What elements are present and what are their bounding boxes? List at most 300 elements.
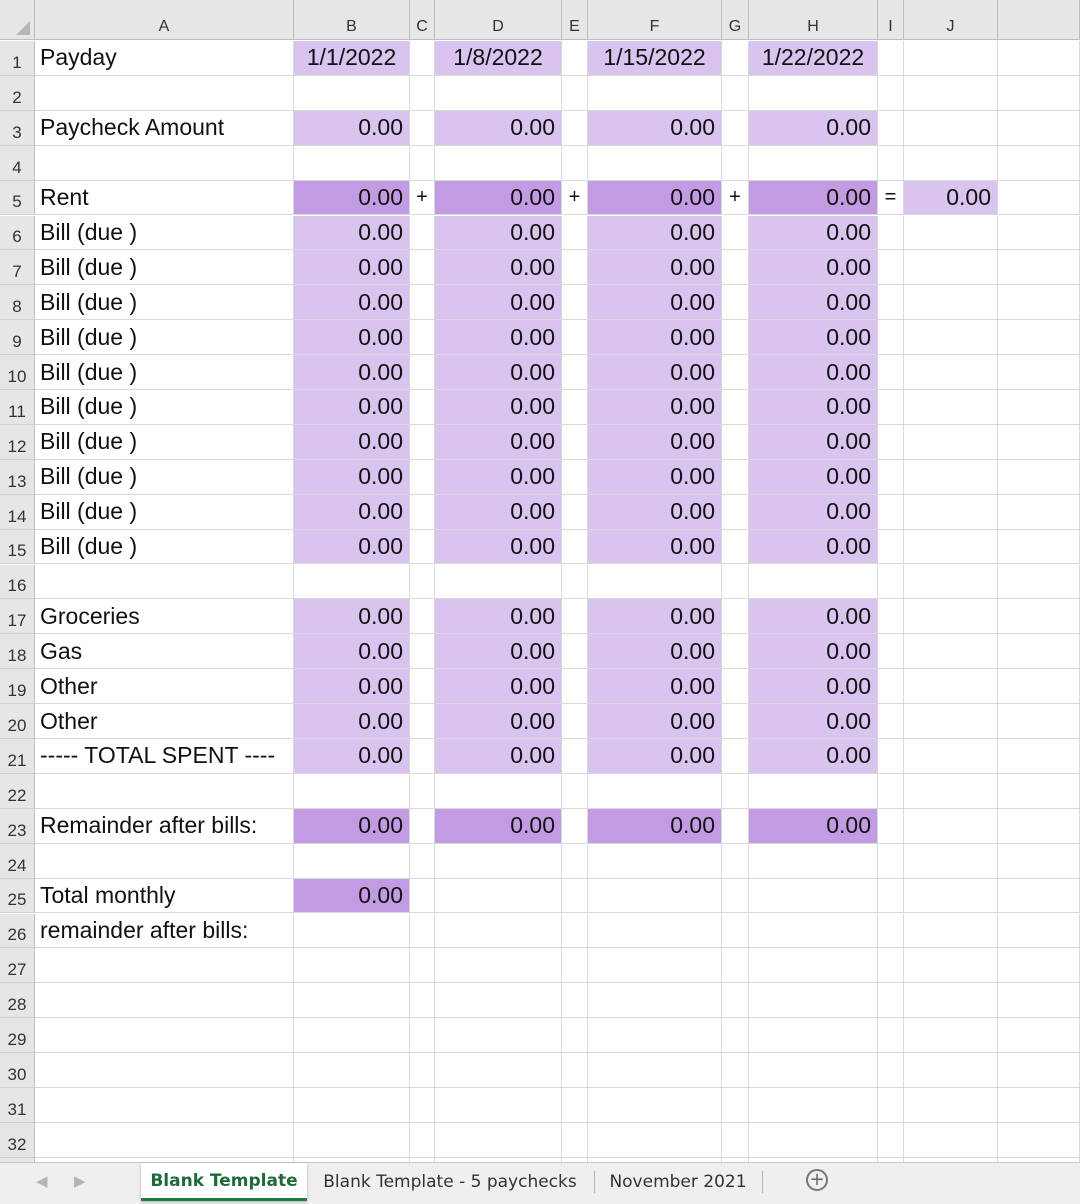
cell[interactable]: [998, 495, 1080, 530]
plus-sign[interactable]: +: [722, 181, 749, 216]
cell[interactable]: [562, 914, 588, 949]
expense-value[interactable]: 0.00: [749, 285, 878, 320]
row-header-12[interactable]: 12: [0, 425, 35, 460]
remainder-value[interactable]: 0.00: [588, 809, 722, 844]
cell[interactable]: [998, 216, 1080, 251]
cell[interactable]: [878, 146, 904, 181]
cell[interactable]: [294, 76, 410, 111]
cell[interactable]: [998, 390, 1080, 425]
row-header-7[interactable]: 7: [0, 250, 35, 285]
expense-label[interactable]: Rent: [35, 181, 294, 216]
cell[interactable]: [722, 250, 749, 285]
row-header-23[interactable]: 23: [0, 809, 35, 844]
cell[interactable]: [749, 565, 878, 600]
cell[interactable]: [722, 111, 749, 146]
cell[interactable]: [562, 704, 588, 739]
expense-value[interactable]: 0.00: [588, 181, 722, 216]
cell[interactable]: [294, 565, 410, 600]
remainder-value[interactable]: 0.00: [294, 809, 410, 844]
cell[interactable]: [35, 983, 294, 1018]
payday-label[interactable]: Payday: [35, 41, 294, 76]
column-header-d[interactable]: D: [435, 0, 562, 40]
cell[interactable]: [294, 1018, 410, 1053]
cell[interactable]: [562, 1018, 588, 1053]
expense-value[interactable]: 0.00: [294, 250, 410, 285]
expense-value[interactable]: 0.00: [435, 495, 562, 530]
expense-value[interactable]: 0.00: [435, 250, 562, 285]
cell[interactable]: [998, 355, 1080, 390]
cell[interactable]: [722, 809, 749, 844]
cell[interactable]: [998, 844, 1080, 879]
cell[interactable]: [904, 879, 998, 914]
cell[interactable]: [904, 1088, 998, 1123]
cell[interactable]: [878, 530, 904, 565]
column-header-c[interactable]: C: [410, 0, 435, 40]
expense-value[interactable]: 0.00: [294, 390, 410, 425]
cell[interactable]: [998, 425, 1080, 460]
cell[interactable]: [562, 983, 588, 1018]
cell[interactable]: [998, 146, 1080, 181]
cell[interactable]: [410, 1123, 435, 1158]
cell[interactable]: [998, 774, 1080, 809]
row-header-11[interactable]: 11: [0, 390, 35, 425]
cell[interactable]: [562, 669, 588, 704]
cell[interactable]: [722, 355, 749, 390]
monthly-remainder-value[interactable]: 0.00: [294, 879, 410, 914]
cell[interactable]: [878, 809, 904, 844]
cell[interactable]: [562, 41, 588, 76]
row-header-1[interactable]: 1: [0, 41, 35, 76]
monthly-remainder-label[interactable]: remainder after bills:: [35, 914, 294, 949]
plus-sign[interactable]: +: [562, 181, 588, 216]
cell[interactable]: [904, 320, 998, 355]
expense-label[interactable]: Bill (due ): [35, 495, 294, 530]
cell[interactable]: [878, 460, 904, 495]
cell[interactable]: [562, 1053, 588, 1088]
cell[interactable]: [588, 1053, 722, 1088]
cell[interactable]: [294, 1123, 410, 1158]
cell[interactable]: [588, 983, 722, 1018]
cell[interactable]: [35, 1088, 294, 1123]
cell[interactable]: [410, 285, 435, 320]
cell[interactable]: [878, 1018, 904, 1053]
cell[interactable]: [588, 914, 722, 949]
tab-scroll-right-icon[interactable]: ▶: [74, 1172, 86, 1190]
cell[interactable]: [722, 844, 749, 879]
row-header-6[interactable]: 6: [0, 216, 35, 251]
cell[interactable]: [410, 390, 435, 425]
cell[interactable]: [998, 1088, 1080, 1123]
cell[interactable]: [435, 146, 562, 181]
cell[interactable]: [410, 634, 435, 669]
cell[interactable]: [562, 390, 588, 425]
cell[interactable]: [35, 1053, 294, 1088]
expense-value[interactable]: 0.00: [294, 634, 410, 669]
expense-value[interactable]: 0.00: [749, 634, 878, 669]
expense-value[interactable]: 0.00: [294, 599, 410, 634]
row-header-4[interactable]: 4: [0, 146, 35, 181]
expense-value[interactable]: 0.00: [588, 495, 722, 530]
cell[interactable]: [998, 1018, 1080, 1053]
cell[interactable]: [749, 774, 878, 809]
tab-blank-template[interactable]: Blank Template: [141, 1163, 307, 1201]
cell[interactable]: [435, 844, 562, 879]
expense-value[interactable]: 0.00: [294, 355, 410, 390]
cell[interactable]: [410, 425, 435, 460]
cell[interactable]: [35, 1123, 294, 1158]
expense-value[interactable]: 0.00: [749, 460, 878, 495]
cell[interactable]: [878, 565, 904, 600]
cell[interactable]: [722, 146, 749, 181]
cell[interactable]: [998, 983, 1080, 1018]
row-header-30[interactable]: 30: [0, 1053, 35, 1088]
equals-sign[interactable]: =: [878, 181, 904, 216]
cell[interactable]: [878, 355, 904, 390]
cell[interactable]: [878, 669, 904, 704]
row-header-19[interactable]: 19: [0, 669, 35, 704]
paycheck-amount[interactable]: 0.00: [435, 111, 562, 146]
expense-value[interactable]: 0.00: [435, 634, 562, 669]
cell[interactable]: [878, 1088, 904, 1123]
cell[interactable]: [722, 774, 749, 809]
cell[interactable]: [35, 948, 294, 983]
cell[interactable]: [722, 914, 749, 949]
cell[interactable]: [722, 599, 749, 634]
cell[interactable]: [878, 1053, 904, 1088]
cell[interactable]: [904, 390, 998, 425]
row-header-2[interactable]: 2: [0, 76, 35, 111]
expense-value[interactable]: 0.00: [435, 460, 562, 495]
cell[interactable]: [878, 1123, 904, 1158]
cell[interactable]: [410, 1053, 435, 1088]
expense-value[interactable]: 0.00: [294, 425, 410, 460]
cell[interactable]: [722, 216, 749, 251]
paycheck-amount[interactable]: 0.00: [294, 111, 410, 146]
cell[interactable]: [878, 948, 904, 983]
cell[interactable]: [588, 774, 722, 809]
cell[interactable]: [435, 1088, 562, 1123]
cell[interactable]: [35, 774, 294, 809]
cell[interactable]: [998, 1123, 1080, 1158]
cell[interactable]: [435, 948, 562, 983]
cell[interactable]: [904, 809, 998, 844]
cell[interactable]: [998, 669, 1080, 704]
cell[interactable]: [410, 704, 435, 739]
row-header-14[interactable]: 14: [0, 495, 35, 530]
cell[interactable]: [35, 76, 294, 111]
cell[interactable]: [410, 355, 435, 390]
expense-value[interactable]: 0.00: [588, 320, 722, 355]
expense-value[interactable]: 0.00: [435, 704, 562, 739]
cell[interactable]: [904, 216, 998, 251]
row-header-18[interactable]: 18: [0, 634, 35, 669]
expense-value[interactable]: 0.00: [749, 216, 878, 251]
cell[interactable]: [749, 1018, 878, 1053]
cell[interactable]: [588, 1088, 722, 1123]
cell[interactable]: [722, 669, 749, 704]
cell[interactable]: [904, 739, 998, 774]
cell[interactable]: [410, 914, 435, 949]
cell[interactable]: [562, 809, 588, 844]
cell[interactable]: [588, 844, 722, 879]
cell[interactable]: [410, 111, 435, 146]
cell[interactable]: [435, 1123, 562, 1158]
cell[interactable]: [722, 704, 749, 739]
expense-value[interactable]: 0.00: [435, 599, 562, 634]
row-header-15[interactable]: 15: [0, 530, 35, 565]
expense-value[interactable]: 0.00: [588, 216, 722, 251]
cell[interactable]: [749, 879, 878, 914]
expense-label[interactable]: Other: [35, 704, 294, 739]
cell[interactable]: [878, 425, 904, 460]
expense-value[interactable]: 0.00: [588, 355, 722, 390]
cell[interactable]: [998, 320, 1080, 355]
cell[interactable]: [904, 565, 998, 600]
cell[interactable]: [435, 879, 562, 914]
cell[interactable]: [35, 844, 294, 879]
cell[interactable]: [410, 809, 435, 844]
cell[interactable]: [878, 844, 904, 879]
cell[interactable]: [562, 634, 588, 669]
cell[interactable]: [588, 76, 722, 111]
expense-label[interactable]: Bill (due ): [35, 285, 294, 320]
cell[interactable]: [749, 76, 878, 111]
cell[interactable]: [562, 425, 588, 460]
cell[interactable]: [998, 948, 1080, 983]
expense-value[interactable]: 0.00: [749, 704, 878, 739]
cell[interactable]: [904, 111, 998, 146]
monthly-remainder-label[interactable]: Total monthly: [35, 879, 294, 914]
cell[interactable]: [722, 41, 749, 76]
cell[interactable]: [410, 460, 435, 495]
expense-label[interactable]: Bill (due ): [35, 530, 294, 565]
cell[interactable]: [722, 1018, 749, 1053]
select-all-corner[interactable]: [0, 0, 35, 40]
paycheck-amount[interactable]: 0.00: [588, 111, 722, 146]
cell[interactable]: [294, 146, 410, 181]
cell[interactable]: [749, 1053, 878, 1088]
cell[interactable]: [35, 1018, 294, 1053]
cell[interactable]: [410, 565, 435, 600]
expense-label[interactable]: Bill (due ): [35, 216, 294, 251]
rent-total[interactable]: 0.00: [904, 181, 998, 216]
cell[interactable]: [410, 76, 435, 111]
cell[interactable]: [562, 285, 588, 320]
cell[interactable]: [562, 565, 588, 600]
cell[interactable]: [562, 739, 588, 774]
cell[interactable]: [904, 983, 998, 1018]
total-spent-value[interactable]: 0.00: [588, 739, 722, 774]
row-header-3[interactable]: 3: [0, 111, 35, 146]
expense-value[interactable]: 0.00: [749, 320, 878, 355]
row-header-8[interactable]: 8: [0, 285, 35, 320]
expense-value[interactable]: 0.00: [294, 495, 410, 530]
cell[interactable]: [878, 285, 904, 320]
cell[interactable]: [749, 948, 878, 983]
cell[interactable]: [722, 739, 749, 774]
expense-value[interactable]: 0.00: [588, 599, 722, 634]
cell[interactable]: [749, 914, 878, 949]
expense-label[interactable]: Bill (due ): [35, 250, 294, 285]
expense-value[interactable]: 0.00: [435, 216, 562, 251]
cell[interactable]: [410, 844, 435, 879]
expense-label[interactable]: Bill (due ): [35, 390, 294, 425]
cell[interactable]: [878, 111, 904, 146]
cell[interactable]: [435, 774, 562, 809]
add-sheet-icon[interactable]: +: [806, 1169, 828, 1191]
total-spent-value[interactable]: 0.00: [435, 739, 562, 774]
expense-value[interactable]: 0.00: [435, 530, 562, 565]
row-header-9[interactable]: 9: [0, 320, 35, 355]
cell[interactable]: [722, 1123, 749, 1158]
plus-sign[interactable]: +: [410, 181, 435, 216]
row-header-32[interactable]: 32: [0, 1123, 35, 1158]
cell[interactable]: [722, 948, 749, 983]
cell[interactable]: [562, 355, 588, 390]
cell[interactable]: [588, 948, 722, 983]
cell[interactable]: [562, 146, 588, 181]
expense-value[interactable]: 0.00: [294, 181, 410, 216]
cell[interactable]: [562, 495, 588, 530]
cell[interactable]: [435, 983, 562, 1018]
cell[interactable]: [904, 1018, 998, 1053]
expense-value[interactable]: 0.00: [588, 425, 722, 460]
cell[interactable]: [410, 669, 435, 704]
cell[interactable]: [294, 983, 410, 1018]
cell[interactable]: [588, 565, 722, 600]
cell[interactable]: [562, 111, 588, 146]
remainder-value[interactable]: 0.00: [435, 809, 562, 844]
cell[interactable]: [998, 530, 1080, 565]
row-header-25[interactable]: 25: [0, 879, 35, 914]
expense-value[interactable]: 0.00: [749, 181, 878, 216]
cell[interactable]: [562, 1123, 588, 1158]
cell[interactable]: [588, 1123, 722, 1158]
expense-value[interactable]: 0.00: [294, 460, 410, 495]
cell[interactable]: [562, 320, 588, 355]
cell[interactable]: [722, 879, 749, 914]
cell[interactable]: [410, 495, 435, 530]
total-spent-label[interactable]: ----- TOTAL SPENT ----: [35, 739, 294, 774]
cell[interactable]: [35, 565, 294, 600]
cell[interactable]: [904, 634, 998, 669]
expense-value[interactable]: 0.00: [588, 460, 722, 495]
cell[interactable]: [410, 739, 435, 774]
expense-value[interactable]: 0.00: [588, 390, 722, 425]
cell[interactable]: [410, 250, 435, 285]
row-header-26[interactable]: 26: [0, 914, 35, 949]
row-header-21[interactable]: 21: [0, 739, 35, 774]
cell[interactable]: [562, 216, 588, 251]
cell[interactable]: [998, 599, 1080, 634]
cell[interactable]: [998, 181, 1080, 216]
cell[interactable]: [749, 983, 878, 1018]
payday-date[interactable]: 1/22/2022: [749, 41, 878, 76]
expense-label[interactable]: Groceries: [35, 599, 294, 634]
cell[interactable]: [722, 320, 749, 355]
paycheck-label[interactable]: Paycheck Amount: [35, 111, 294, 146]
tab-blank-template-5-paychecks[interactable]: Blank Template - 5 paychecks: [323, 1172, 577, 1192]
total-spent-value[interactable]: 0.00: [294, 739, 410, 774]
cell[interactable]: [722, 425, 749, 460]
column-header-h[interactable]: H: [749, 0, 878, 40]
cell[interactable]: [588, 146, 722, 181]
cell[interactable]: [878, 704, 904, 739]
expense-value[interactable]: 0.00: [294, 320, 410, 355]
cell[interactable]: [435, 76, 562, 111]
cell[interactable]: [722, 565, 749, 600]
cell[interactable]: [998, 634, 1080, 669]
expense-value[interactable]: 0.00: [588, 704, 722, 739]
cell[interactable]: [410, 146, 435, 181]
cell[interactable]: [294, 1053, 410, 1088]
cell[interactable]: [878, 879, 904, 914]
cell[interactable]: [878, 914, 904, 949]
expense-value[interactable]: 0.00: [294, 216, 410, 251]
expense-value[interactable]: 0.00: [749, 495, 878, 530]
cell[interactable]: [904, 599, 998, 634]
expense-value[interactable]: 0.00: [294, 704, 410, 739]
cell[interactable]: [878, 739, 904, 774]
cell[interactable]: [294, 844, 410, 879]
expense-value[interactable]: 0.00: [588, 634, 722, 669]
column-header-a[interactable]: A: [35, 0, 294, 40]
cell[interactable]: [878, 495, 904, 530]
expense-value[interactable]: 0.00: [749, 250, 878, 285]
row-header-31[interactable]: 31: [0, 1088, 35, 1123]
row-header-20[interactable]: 20: [0, 704, 35, 739]
cell[interactable]: [35, 146, 294, 181]
cell[interactable]: [722, 1088, 749, 1123]
cell[interactable]: [435, 565, 562, 600]
cell[interactable]: [998, 914, 1080, 949]
cell[interactable]: [878, 41, 904, 76]
column-header-f[interactable]: F: [588, 0, 722, 40]
cell[interactable]: [878, 216, 904, 251]
cell[interactable]: [998, 285, 1080, 320]
cell[interactable]: [722, 983, 749, 1018]
column-header-e[interactable]: E: [562, 0, 588, 40]
expense-value[interactable]: 0.00: [435, 285, 562, 320]
expense-value[interactable]: 0.00: [435, 669, 562, 704]
cell[interactable]: [904, 774, 998, 809]
cell[interactable]: [878, 250, 904, 285]
expense-value[interactable]: 0.00: [749, 599, 878, 634]
expense-label[interactable]: Bill (due ): [35, 425, 294, 460]
cell[interactable]: [588, 1018, 722, 1053]
paycheck-amount[interactable]: 0.00: [749, 111, 878, 146]
expense-label[interactable]: Bill (due ): [35, 355, 294, 390]
cell[interactable]: [998, 76, 1080, 111]
cell[interactable]: [562, 530, 588, 565]
expense-value[interactable]: 0.00: [749, 530, 878, 565]
row-header-22[interactable]: 22: [0, 774, 35, 809]
cell[interactable]: [998, 460, 1080, 495]
cell[interactable]: [878, 774, 904, 809]
cell[interactable]: [410, 530, 435, 565]
cell[interactable]: [410, 1088, 435, 1123]
cell[interactable]: [410, 41, 435, 76]
cell[interactable]: [562, 250, 588, 285]
cell[interactable]: [998, 809, 1080, 844]
column-header-j[interactable]: J: [904, 0, 998, 40]
cell[interactable]: [904, 41, 998, 76]
cell[interactable]: [878, 634, 904, 669]
cell[interactable]: [998, 1053, 1080, 1088]
expense-label[interactable]: Other: [35, 669, 294, 704]
expense-label[interactable]: Bill (due ): [35, 320, 294, 355]
row-header-5[interactable]: 5: [0, 181, 35, 216]
